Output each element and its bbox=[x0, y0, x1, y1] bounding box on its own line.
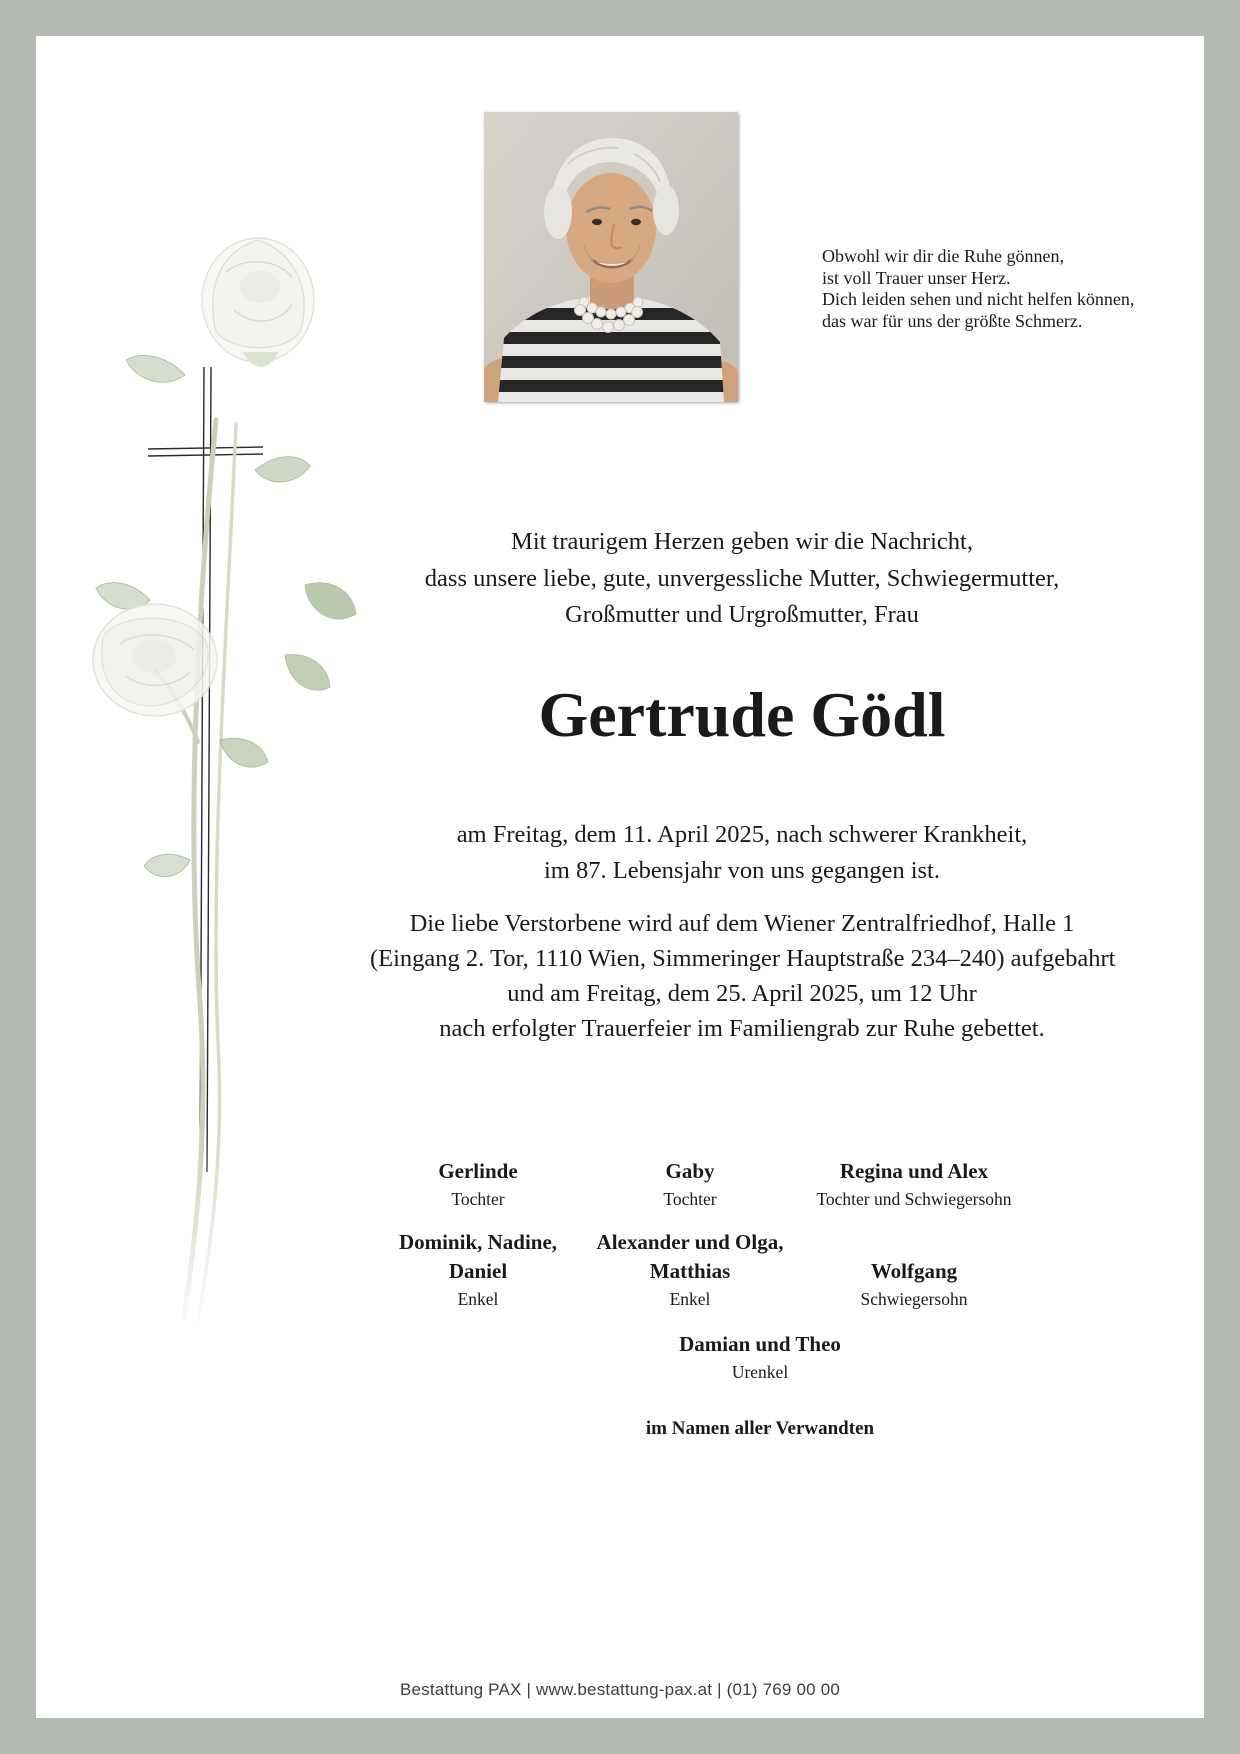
mourners-row-2 bbox=[372, 1226, 1032, 1313]
upper-rose-icon bbox=[202, 238, 314, 367]
mourner-name-text: Dominik, Nadine, Daniel bbox=[398, 1230, 558, 1283]
poem-line: ist voll Trauer unser Herz. bbox=[822, 267, 1011, 288]
memorial-poem bbox=[822, 246, 1134, 332]
intro-line: Mit traurigem Herzen geben wir die Nachricht, bbox=[511, 528, 973, 555]
mourner-name: Regina und Alex bbox=[839, 1159, 989, 1183]
death-line: im 87. Lebensjahr von uns gegangen ist. bbox=[543, 856, 940, 884]
mourner-group bbox=[372, 1157, 584, 1213]
deceased-portrait-icon bbox=[484, 112, 738, 402]
mourner-group bbox=[796, 1157, 1032, 1213]
lower-rose-icon bbox=[93, 604, 217, 716]
intro-line: Großmutter und Urgroßmutter, Frau bbox=[565, 601, 919, 628]
stem-fade-overlay bbox=[48, 1132, 393, 1342]
mourners-row-1 bbox=[372, 1157, 1032, 1213]
funeral-line: und am Freitag, dem 25. April 2025, um 12 Uhr bbox=[507, 980, 977, 1007]
mourner-name bbox=[796, 1226, 1032, 1286]
mourners-row-3 bbox=[420, 1330, 1100, 1386]
mourner-relation: Tochter bbox=[663, 1189, 717, 1209]
mourner-name bbox=[584, 1226, 796, 1286]
closing-line: im Namen aller Verwandten bbox=[645, 1418, 875, 1439]
funeral-details bbox=[370, 906, 1114, 1046]
cross-lines-icon bbox=[148, 367, 263, 1172]
death-line: am Freitag, dem 11. April 2025, nach schwerer Krankheit, bbox=[456, 821, 1028, 848]
mourner-relation: Enkel bbox=[457, 1289, 499, 1309]
poem-line: Dich leiden sehen und nicht helfen können, bbox=[822, 289, 1135, 309]
funeral-line: Die liebe Verstorbene wird auf dem Wiener Zentralfriedhof, Halle 1 bbox=[409, 910, 1075, 937]
mourner-name-text: Alexander und Olga, Matthias bbox=[596, 1230, 784, 1283]
mourner-name: Gaby bbox=[665, 1159, 715, 1183]
mourner-group bbox=[584, 1226, 796, 1313]
mourner-group bbox=[372, 1226, 584, 1313]
mourner-relation: Urenkel bbox=[731, 1362, 789, 1382]
poem-line: Obwohl wir dir die Ruhe gönnen, bbox=[822, 246, 1064, 266]
mourner-relation: Tochter bbox=[451, 1189, 505, 1209]
mourner-name bbox=[372, 1226, 584, 1286]
funeral-home-footer: Bestattung PAX | www.bestattung-pax.at | (01) 769 00 00 bbox=[399, 1680, 841, 1699]
announcement-intro bbox=[370, 524, 1114, 634]
mourner-relation: Schwiegersohn bbox=[860, 1289, 968, 1309]
intro-line: dass unsere liebe, gute, unvergessliche Mutter, Schwiegermutter, bbox=[424, 564, 1060, 592]
mourner-relation: Tochter und Schwiegersohn bbox=[816, 1189, 1012, 1209]
poem-line: das war für uns der größte Schmerz. bbox=[822, 310, 1083, 331]
deceased-photo bbox=[484, 112, 738, 402]
funeral-line: nach erfolgter Trauerfeier im Familiengrab zur Ruhe gebettet. bbox=[439, 1015, 1045, 1042]
mourner-group bbox=[796, 1226, 1032, 1313]
mourner-name: Damian und Theo bbox=[679, 1332, 841, 1356]
mourner-group bbox=[584, 1157, 796, 1213]
mourner-relation: Enkel bbox=[669, 1289, 711, 1309]
funeral-line: (Eingang 2. Tor, 1110 Wien, Simmeringer Hauptstraße 234–240) aufgebahrt bbox=[370, 945, 1116, 972]
mourner-name: Gerlinde bbox=[438, 1159, 518, 1183]
deceased-name: Gertrude Gödl bbox=[538, 679, 946, 750]
white-roses-icon bbox=[48, 182, 393, 1342]
death-details bbox=[370, 817, 1114, 888]
mourner-name-text: Wolfgang bbox=[870, 1259, 958, 1283]
